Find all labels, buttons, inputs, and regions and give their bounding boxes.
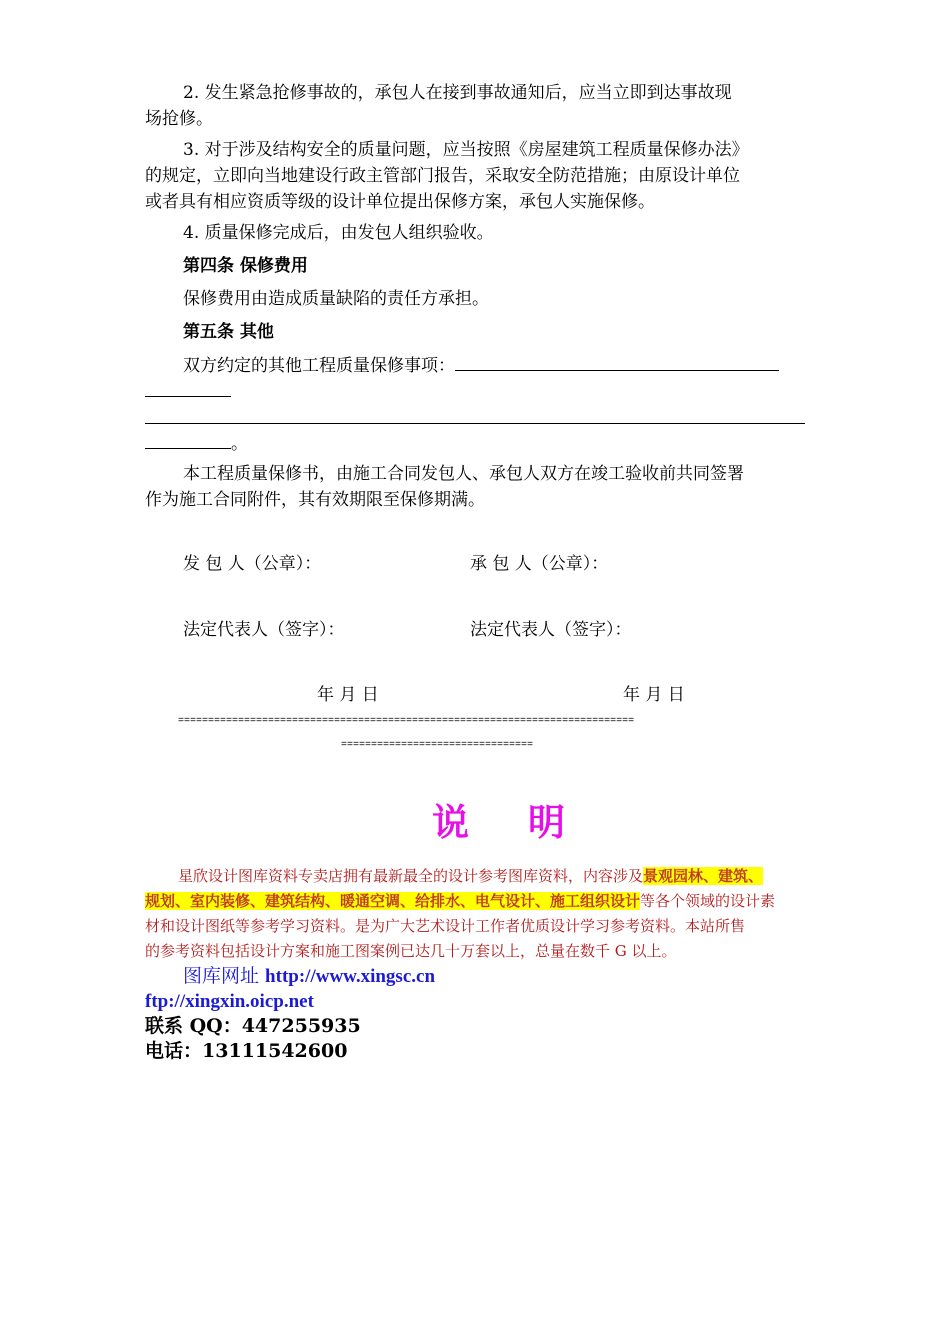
employer-rep-label: 法定代表人（签字）： xyxy=(183,620,345,640)
notice-title-char-2: 明 xyxy=(528,801,565,844)
blank-line xyxy=(455,352,779,371)
blank-line-row-1 xyxy=(145,378,810,405)
site-label: 图库网址 xyxy=(183,965,266,987)
notice-highlight-1: 景观园林、建筑、 xyxy=(643,867,764,885)
article-5-body xyxy=(183,352,810,379)
contact-qq: 联系 QQ：447255935 xyxy=(145,1015,361,1037)
article-5-title: 第五条 其他 xyxy=(183,322,274,342)
notice-line-1-text: 星欣设计图库资料专卖店拥有最新最全的设计参考图库资料，内容涉及 xyxy=(178,867,644,885)
blank-line xyxy=(145,405,805,424)
paragraph-3-line-2: 的规定，立即向当地建设行政主管部门报告，采取安全防范措施；由原设计单位 xyxy=(145,166,740,186)
closing-line-2: 作为施工合同附件，其有效期限至保修期满。 xyxy=(145,490,485,510)
ftp-link[interactable]: ftp://xingxin.oicp.net xyxy=(145,991,314,1012)
article-5-body-text: 双方约定的其他工程质量保修事项： xyxy=(183,356,455,376)
separator-line-2: ================================ xyxy=(341,740,534,751)
site-address xyxy=(183,964,435,989)
article-4-body: 保修费用由造成质量缺陷的责任方承担。 xyxy=(183,289,489,309)
site-url-link[interactable]: http://www.xingsc.cn xyxy=(265,966,436,987)
article-4-title: 第四条 保修费用 xyxy=(183,256,308,276)
period: 。 xyxy=(231,434,248,454)
date-right: 年 月 日 xyxy=(623,685,685,705)
notice-line-3: 材和设计图纸等参考学习资料。是为广大艺术设计工作者优质设计学习参考资料。本站所售 xyxy=(145,917,746,935)
paragraph-3-line-1: 3. 对于涉及结构安全的质量问题，应当按照《房屋建筑工程质量保修办法》 xyxy=(183,140,749,160)
paragraph-4: 4. 质量保修完成后，由发包人组织验收。 xyxy=(183,223,494,243)
notice-title-char-1: 说 xyxy=(432,801,469,844)
blank-line xyxy=(145,378,231,397)
blank-line-row-3 xyxy=(145,430,810,457)
blank-line xyxy=(145,430,231,449)
paragraph-2-line-1: 2. 发生紧急抢修事故的，承包人在接到事故通知后，应当立即到达事故现 xyxy=(183,83,732,103)
separator-line-1: ============================================================================ xyxy=(178,716,635,727)
notice-line-2-text: 等各个领域的设计素 xyxy=(640,892,776,910)
paragraph-3-line-3: 或者具有相应资质等级的设计单位提出保修方案，承包人实施保修。 xyxy=(145,192,655,212)
date-left: 年 月 日 xyxy=(317,685,379,705)
notice-line-2 xyxy=(145,889,825,914)
closing-line-1: 本工程质量保修书，由施工合同发包人、承包人双方在竣工验收前共同签署 xyxy=(183,464,744,484)
paragraph-2-line-2: 场抢修。 xyxy=(145,109,213,129)
contractor-seal-label: 承 包 人（公章）： xyxy=(470,554,609,574)
contact-phone: 电话：13111542600 xyxy=(145,1040,348,1062)
notice-line-1 xyxy=(178,864,828,889)
employer-seal-label: 发 包 人（公章）： xyxy=(183,554,322,574)
notice-highlight-2: 规划、室内装修、建筑结构、暖通空调、给排水、电气设计、施工组织设计 xyxy=(145,892,641,910)
notice-line-4: 的参考资料包括设计方案和施工图案例已达几十万套以上，总量在数千 G 以上。 xyxy=(145,942,677,960)
blank-line-row-2 xyxy=(145,405,810,432)
contractor-rep-label: 法定代表人（签字）： xyxy=(470,620,632,640)
